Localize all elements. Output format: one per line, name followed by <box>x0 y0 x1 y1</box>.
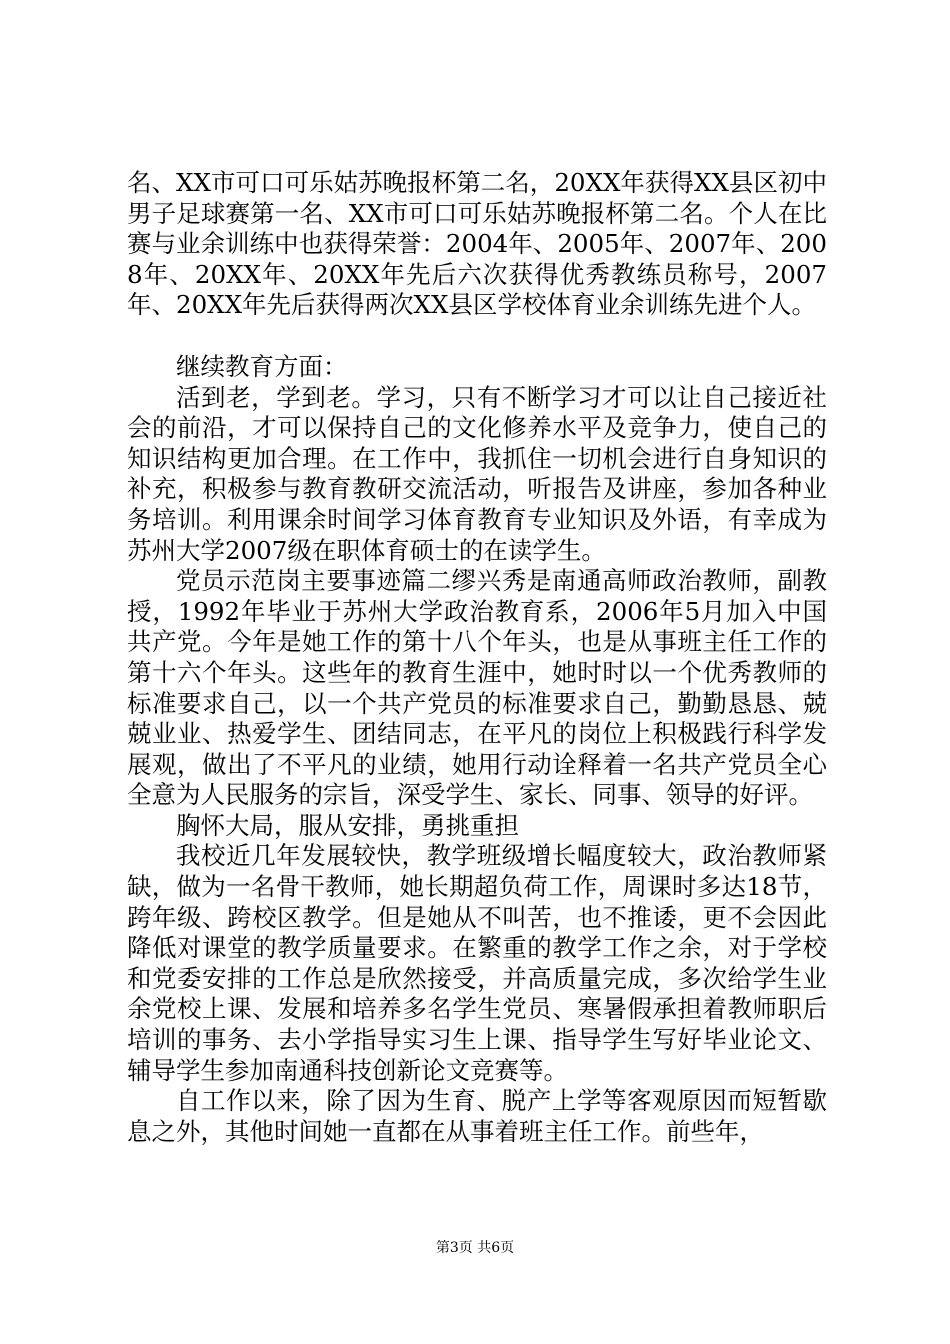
section-heading-continuing-education: 继续教育方面： <box>176 351 348 381</box>
paragraph-class-teacher-work: 自工作以来，除了因为生育、脱产上学等客观原因而短暂歇息之外，其他时间她一直都在从事着班主任工作。前些年， <box>127 1086 827 1146</box>
paragraph-heavy-workload: 我校近几年发展较快，教学班级增长幅度较大，政治教师紧缺，做为一名骨干教师，她长期超负荷工作，周课时多达18节，跨年级、跨校区教学。但是她从不叫苦，也不推诿，更不会因此降低对课堂的教学质量要求。在繁重的教学工作之余，对于学校和党委安排的工作总是欣然接受，并高质量完成，多次给学生业余党校上课、发展和培养多名学生党员、寒暑假承担着教师职后培训的事务、去小学指导实习生上课、指导学生写好毕业论文、辅导学生参加南通科技创新论文竞赛等。 <box>127 841 827 1085</box>
paragraph-party-member-profile: 党员示范岗主要事迹篇二缪兴秀是南通高师政治教师，副教授，1992年毕业于苏州大学政治教育系，2006年5月加入中国共产党。今年是她工作的第十八个年头，也是从事班主任工作的第十六个年头。这些年的教育生涯中，她时时以一个优秀教师的标准要求自己，以一个共产党员的标准要求自己，勤勤恳恳、兢兢业业、热爱学生、团结同志，在平凡的岗位上积极践行科学发展观，做出了不平凡的业绩，她用行动诠释着一名共产党员全心全意为人民服务的宗旨，深受学生、家长、同事、领导的好评。 <box>127 566 827 810</box>
paragraph-awards: 名、XX市可口可乐姑苏晚报杯第二名，20XX年获得XX县区初中男子足球赛第一名、XX市可口可乐姑苏晚报杯第二名。个人在比赛与业余训练中也获得荣誉：2004年、2005年、2007年、2008年、20XX年、20XX年先后六次获得优秀教练员称号，2007年、20XX年先后获得两次XX县区学校体育业余训练先进个人。 <box>127 168 827 320</box>
page-number-footer: 第3页 共6页 <box>435 1240 515 1256</box>
document-body <box>127 168 827 1147</box>
paragraph-lifelong-learning: 活到老，学到老。学习，只有不断学习才可以让自己接近社会的前沿，才可以保持自己的文化修养水平及竞争力，使自己的知识结构更加合理。在工作中，我抓住一切机会进行自身知识的补充，积极参与教育教研交流活动，听报告及讲座，参加各种业务培训。利用课余时间学习体育教育专业知识及外语，有幸成为苏州大学2007级在职体育硕士的在读学生。 <box>127 382 827 565</box>
section-heading-overall-situation: 胸怀大局，服从安排，勇挑重担 <box>176 810 519 840</box>
paragraph-gap <box>127 321 827 352</box>
